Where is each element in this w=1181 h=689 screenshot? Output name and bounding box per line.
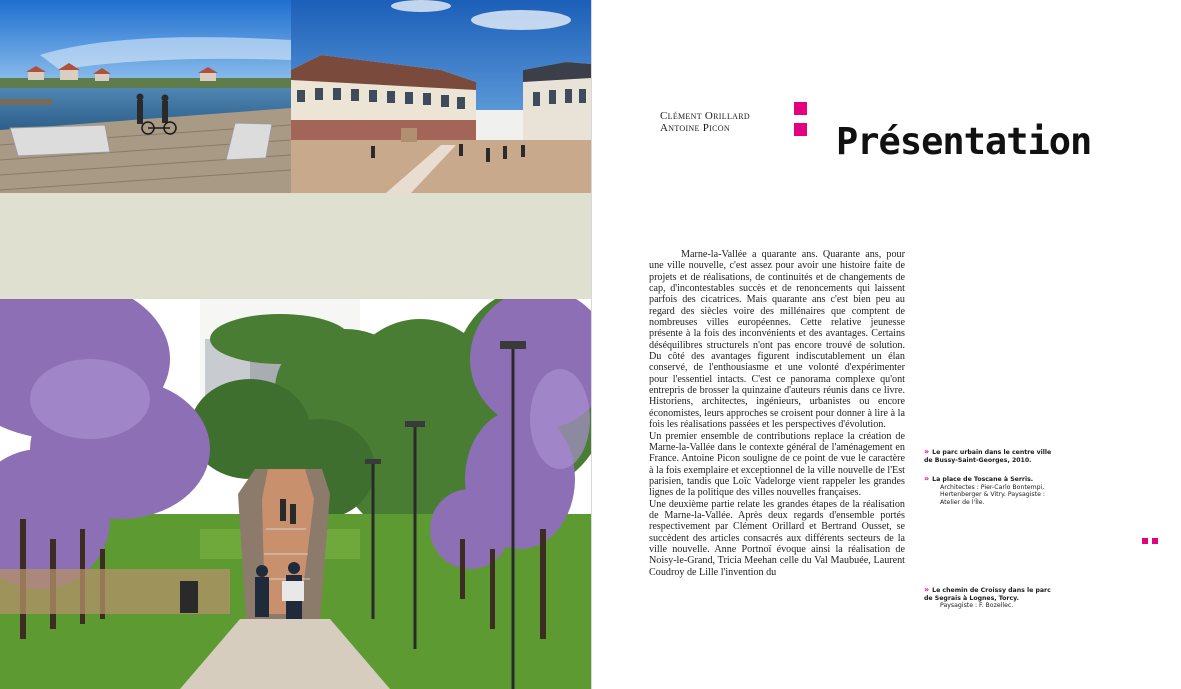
plaza-photo (291, 0, 591, 193)
caption-1 (924, 448, 1054, 464)
author-1: Clément Orillard (660, 110, 750, 122)
caption-title: La place de Toscane à Serris. (932, 476, 1034, 483)
color-band (0, 193, 591, 299)
author-names (660, 110, 790, 134)
pink-square-marker (794, 123, 807, 136)
caption-detail: Architectes : Pier-Carlo Bontempi, Hertenberger & Vitry. Paysagiste : Atelier de l'Île. (940, 483, 1045, 506)
body-paragraph: Marne-la-Vallée a quarante ans. Quarante ans, pour une ville nouvelle, c'est assez pour avoir une histoire faite de projets et de réalisations, de continuités et de changements de cap, d'incontestables succès et de renoncements qui laissent parfois des cicatrices. Mais quarante ans c'est bien peu au regard des siècles voire des millénaires que comptent de nombreuses villes européennes. Cette relative jeunesse présente à la fois des inconvénients et des avantages. Certains déséquilibres structurels n'ont pas encore trouvé de solution. Du côté des avantages figurent indiscutablement un élan conservé, de l'enthousiasme et une volonté d'expérimenter pour l'essentiel intacts. C'est ce panorama complexe qu'ont entrepris de brosser la quinzaine d'auteurs réunis dans ce livre. Historiens, architectes, ingénieurs, urbanistes ou encore économistes, leurs approches se croisent pour donner à lire à la fois les réalisations passées et les perspectives d'évolution. (649, 249, 905, 431)
pink-dot (1142, 538, 1148, 544)
body-paragraph: Une deuxième partie relate les grandes étapes de la réalisation de Marne-la-Vallée. Après deux regards d'ensemble portés respectivement par Clément Orillard et Bertrand Ousset, se succèdent des articles consacrés aux différents secteurs de la ville nouvelle. Anne Portnoï évoque ainsi la réalisation de Noisy-le-Grand, Tricia Meehan celle du Val Maubuée, Laurent Coudroy de Lille l'invention du (649, 498, 905, 578)
caption-marker: » (924, 474, 930, 483)
caption-marker: » (924, 447, 930, 456)
pink-dot (1152, 538, 1158, 544)
caption-marker: » (924, 585, 930, 594)
caption-2 (924, 475, 1054, 506)
caption-title: Le parc urbain dans le centre ville de Bussy-Saint-Georges, 2010. (924, 449, 1052, 464)
caption-title: Le chemin de Croissy dans le parc de Segrais à Lognes, Torcy. (924, 587, 1051, 602)
author-2: Antoine Picon (660, 122, 730, 134)
lake-boardwalk-photo (0, 0, 291, 193)
park-path-photo (0, 299, 591, 689)
body-paragraph: Un premier ensemble de contributions replace la création de Marne-la-Vallée dans le contexte général de l'aménagement en France. Antoine Picon souligne de ce point de vue le caractère à la fois exemplaire et exceptionnel de la ville nouvelle de l'Est parisien, tandis que Loïc Vadelorge vient rappeler les grandes lignes de la politique des villes nouvelles françaises. (649, 430, 905, 499)
body-text (649, 249, 905, 578)
caption-detail: Paysagiste : F. Bozellec. (940, 602, 1014, 610)
pink-square-marker (794, 102, 807, 115)
page-title: Présentation (836, 120, 1092, 163)
caption-3 (924, 586, 1054, 610)
